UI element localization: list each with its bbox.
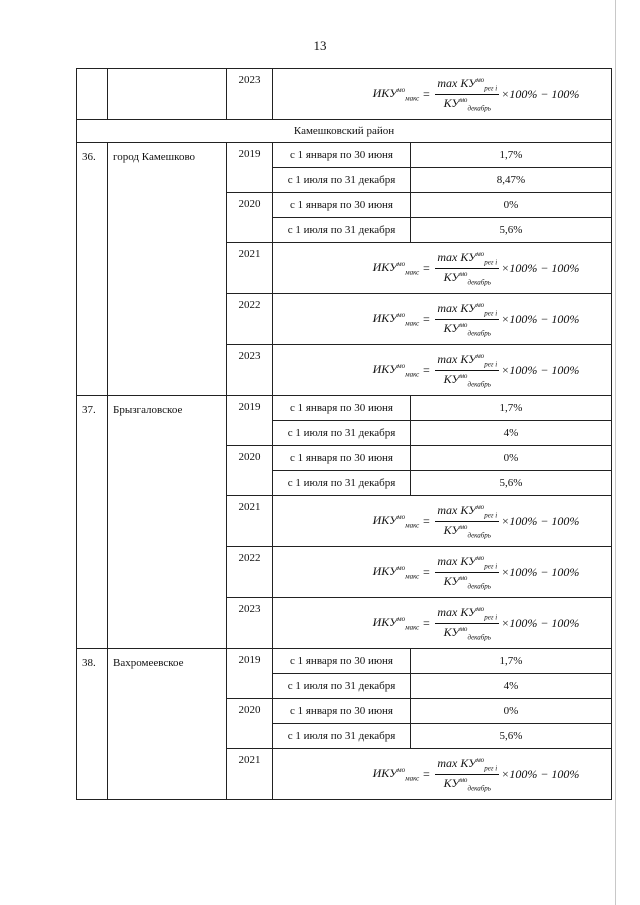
year-cell: 2021 bbox=[227, 496, 273, 547]
district-header: Камешковский район bbox=[77, 120, 612, 143]
period-cell: с 1 января по 30 июня bbox=[273, 699, 411, 724]
name-cell bbox=[108, 69, 227, 120]
formula-cell bbox=[273, 69, 612, 120]
formula-lhs: $ИКУ^{мо}_{макс}$ bbox=[372, 259, 420, 277]
value-cell: 0% bbox=[411, 699, 612, 724]
period-cell: с 1 июля по 31 декабря bbox=[273, 168, 411, 193]
value-cell: 5,6% bbox=[411, 724, 612, 749]
year-cell: 2021 bbox=[227, 243, 273, 294]
formula-cell bbox=[273, 294, 612, 345]
formula bbox=[373, 605, 580, 641]
year-cell: 2019 bbox=[227, 396, 273, 446]
entry-name: Брызгаловское bbox=[108, 396, 227, 649]
entry-number: 37. bbox=[77, 396, 108, 649]
formula-lhs: $ИКУ^{мо}_{макс}$ bbox=[372, 512, 420, 530]
scan-edge-line bbox=[615, 0, 616, 905]
year-cell: 2021 bbox=[227, 749, 273, 800]
period-cell: с 1 июля по 31 декабря bbox=[273, 421, 411, 446]
year-cell: 2023 bbox=[227, 69, 273, 120]
formula-eq: = bbox=[422, 513, 431, 528]
year-cell: 2019 bbox=[227, 143, 273, 193]
year-cell: 2023 bbox=[227, 598, 273, 649]
formula-eq: = bbox=[422, 311, 431, 326]
formula-cell bbox=[273, 749, 612, 800]
period-cell: с 1 июля по 31 декабря bbox=[273, 471, 411, 496]
value-cell: 0% bbox=[411, 193, 612, 218]
formula-eq: = bbox=[422, 615, 431, 630]
formula-tail: ×100% − 100% bbox=[501, 362, 580, 377]
table-row bbox=[77, 396, 612, 421]
formula-cell bbox=[273, 345, 612, 396]
formula-fraction: $\frac{\max КУ^{мо}_{рег i}}{КУ^{мо}_{декабрь}}$ bbox=[437, 76, 498, 112]
formula-lhs: $ИКУ^{мо}_{макс}$ bbox=[372, 563, 420, 581]
formula-lhs: $ИКУ^{мо}_{макс}$ bbox=[372, 765, 420, 783]
formula-fraction: $\frac{\max КУ^{мо}_{рег i}}{КУ^{мо}_{декабрь}}$ bbox=[437, 301, 498, 337]
year-cell: 2023 bbox=[227, 345, 273, 396]
value-cell: 4% bbox=[411, 674, 612, 699]
formula-eq: = bbox=[422, 260, 431, 275]
formula-tail: ×100% − 100% bbox=[501, 564, 580, 579]
table-row bbox=[77, 649, 612, 674]
formula-eq: = bbox=[422, 766, 431, 781]
value-cell: 8,47% bbox=[411, 168, 612, 193]
formula bbox=[373, 352, 580, 388]
value-cell: 4% bbox=[411, 421, 612, 446]
formula-eq: = bbox=[422, 564, 431, 579]
formula-eq: = bbox=[422, 362, 431, 377]
value-cell: 0% bbox=[411, 446, 612, 471]
table-row bbox=[77, 69, 612, 120]
formula-fraction: $\frac{\max КУ^{мо}_{рег i}}{КУ^{мо}_{декабрь}}$ bbox=[437, 352, 498, 388]
formula bbox=[373, 554, 580, 590]
formula-lhs: $ИКУ^{мо}_{макс}$ bbox=[372, 310, 420, 328]
entry-number: 38. bbox=[77, 649, 108, 800]
period-cell: с 1 июля по 31 декабря bbox=[273, 724, 411, 749]
value-cell: 5,6% bbox=[411, 218, 612, 243]
year-cell: 2019 bbox=[227, 649, 273, 699]
page-number: 13 bbox=[313, 38, 327, 53]
value-cell: 1,7% bbox=[411, 143, 612, 168]
formula-cell bbox=[273, 598, 612, 649]
num-cell bbox=[77, 69, 108, 120]
table-row bbox=[77, 143, 612, 168]
formula-fraction: $\frac{\max КУ^{мо}_{рег i}}{КУ^{мо}_{декабрь}}$ bbox=[437, 250, 498, 286]
formula-tail: ×100% − 100% bbox=[501, 311, 580, 326]
period-cell: с 1 июля по 31 декабря bbox=[273, 674, 411, 699]
year-cell: 2022 bbox=[227, 294, 273, 345]
year-cell: 2020 bbox=[227, 699, 273, 749]
formula-tail: ×100% − 100% bbox=[501, 260, 580, 275]
formula-eq: = bbox=[422, 86, 431, 101]
formula-cell bbox=[273, 496, 612, 547]
formula-fraction: $\frac{\max КУ^{мо}_{рег i}}{КУ^{мо}_{декабрь}}$ bbox=[437, 756, 498, 792]
period-cell: с 1 июля по 31 декабря bbox=[273, 218, 411, 243]
formula bbox=[373, 301, 580, 337]
entry-name: Вахромеевское bbox=[108, 649, 227, 800]
formula-lhs: $ИКУ^{мо}_{макс}$ bbox=[372, 614, 420, 632]
period-cell: с 1 января по 30 июня bbox=[273, 143, 411, 168]
formula bbox=[373, 503, 580, 539]
formula-lhs: $ИКУ^{мо}_{макс}$ bbox=[372, 361, 420, 379]
period-cell: с 1 января по 30 июня bbox=[273, 649, 411, 674]
entry-name: город Камешково bbox=[108, 143, 227, 396]
formula-tail: ×100% − 100% bbox=[501, 513, 580, 528]
formula bbox=[373, 250, 580, 286]
year-cell: 2022 bbox=[227, 547, 273, 598]
formula-tail: ×100% − 100% bbox=[501, 615, 580, 630]
formula-tail: ×100% − 100% bbox=[501, 766, 580, 781]
formula bbox=[373, 76, 580, 112]
year-cell: 2020 bbox=[227, 446, 273, 496]
entry-number: 36. bbox=[77, 143, 108, 396]
period-cell: с 1 января по 30 июня bbox=[273, 193, 411, 218]
formula bbox=[373, 756, 580, 792]
value-cell: 5,6% bbox=[411, 471, 612, 496]
year-cell: 2020 bbox=[227, 193, 273, 243]
period-cell: с 1 января по 30 июня bbox=[273, 396, 411, 421]
formula-cell bbox=[273, 547, 612, 598]
formula-tail: ×100% − 100% bbox=[501, 86, 580, 101]
formula-fraction: $\frac{\max КУ^{мо}_{рег i}}{КУ^{мо}_{декабрь}}$ bbox=[437, 503, 498, 539]
value-cell: 1,7% bbox=[411, 396, 612, 421]
period-cell: с 1 января по 30 июня bbox=[273, 446, 411, 471]
tariff-index-table bbox=[76, 68, 612, 800]
formula-fraction: $\frac{\max КУ^{мо}_{рег i}}{КУ^{мо}_{декабрь}}$ bbox=[437, 554, 498, 590]
formula-fraction: $\frac{\max КУ^{мо}_{рег i}}{КУ^{мо}_{декабрь}}$ bbox=[437, 605, 498, 641]
formula-lhs: $ИКУ^{мо}_{макс}$ bbox=[372, 85, 420, 103]
value-cell: 1,7% bbox=[411, 649, 612, 674]
table-row bbox=[77, 120, 612, 143]
formula-cell bbox=[273, 243, 612, 294]
